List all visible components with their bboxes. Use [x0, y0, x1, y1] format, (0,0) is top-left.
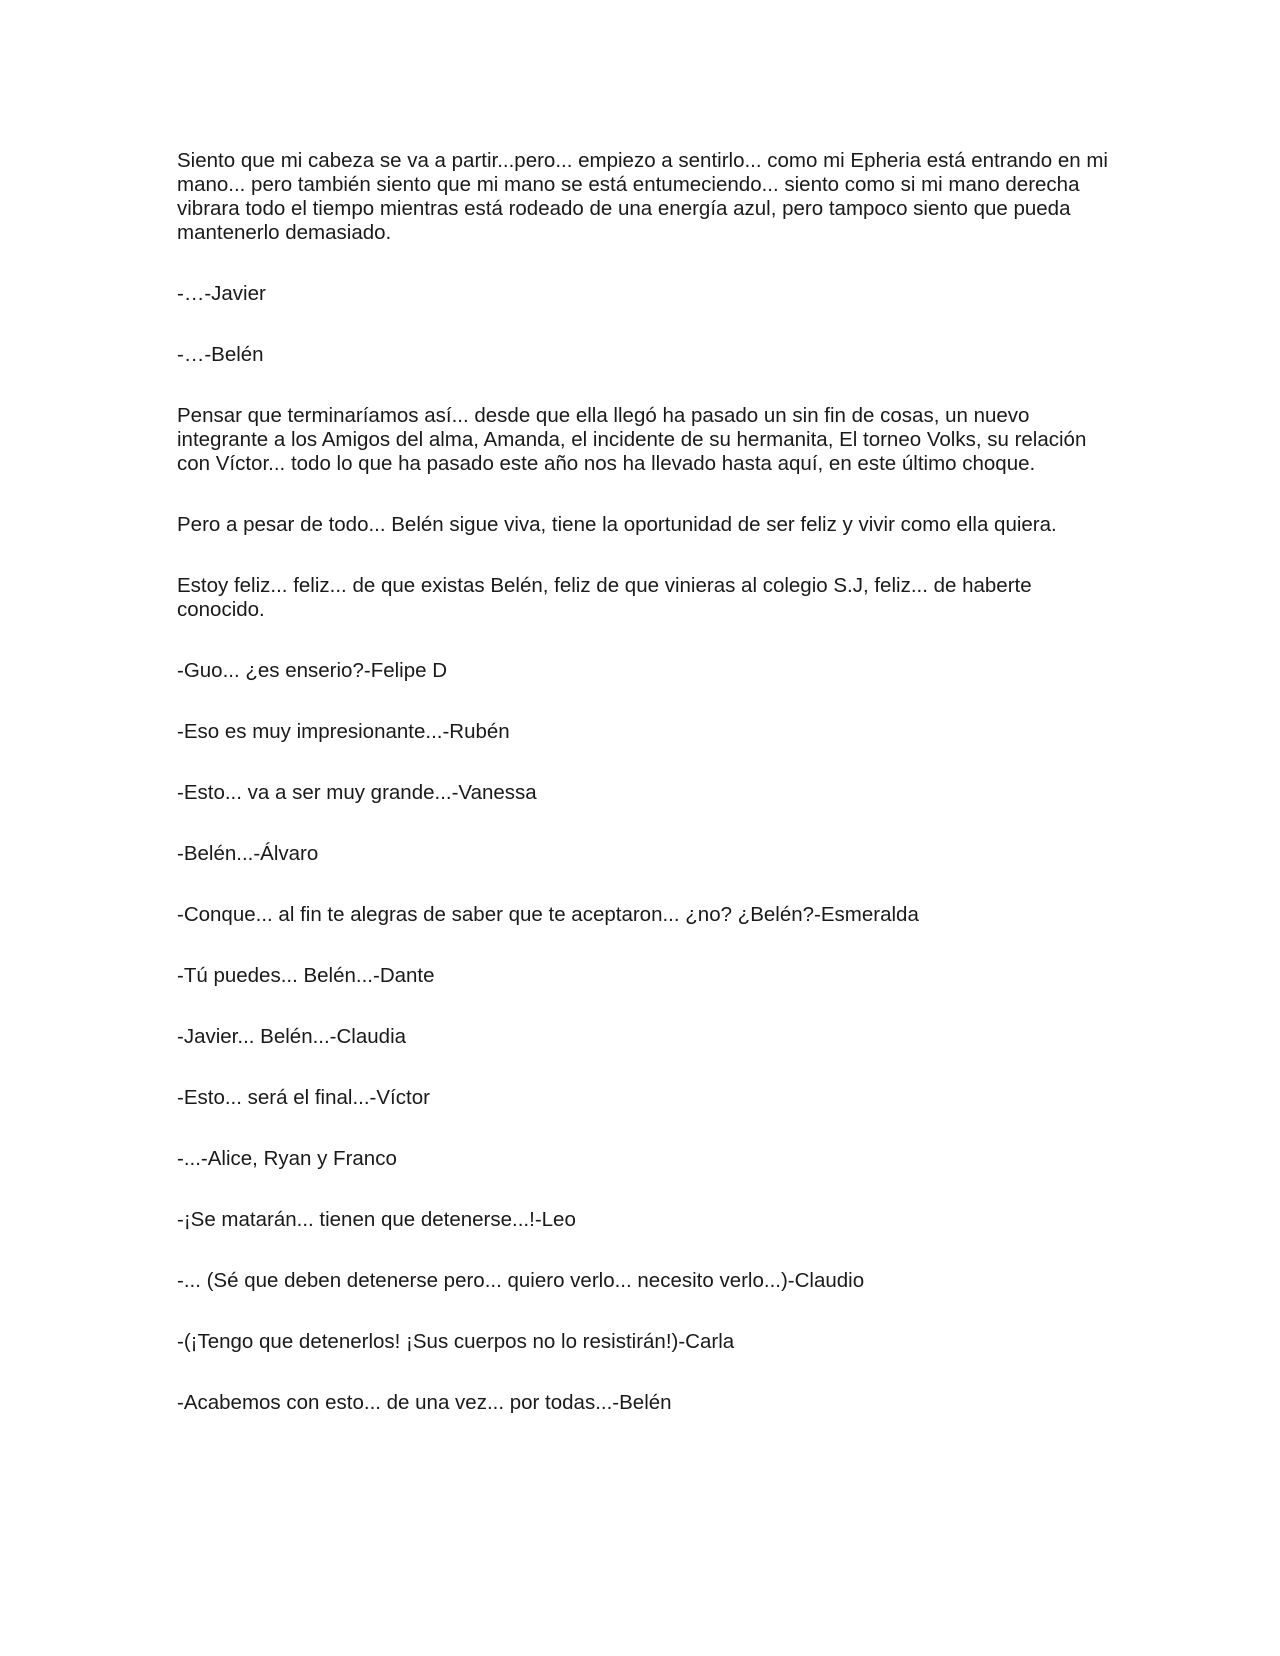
dialogue-line: -…-Javier	[177, 282, 266, 305]
dialogue-line: -Esto... será el final...-Víctor	[177, 1086, 430, 1109]
dialogue-line: -Conque... al fin te alegras de saber que te aceptaron... ¿no? ¿Belén?-Esmeralda	[177, 903, 919, 926]
narration-paragraph: Pensar que terminaríamos así... desde que ella llegó ha pasado un sin fin de cosas, un nuevo integrante a los Amigos del alma, Amanda, el incidente de su hermanita, El torneo Volks, su relación con Víctor... todo lo que ha pasado este año nos ha llevado hasta aquí, en este último choque.	[177, 404, 1087, 475]
document-body	[177, 149, 1112, 1452]
dialogue-line: -Belén...-Álvaro	[177, 842, 319, 865]
dialogue-line: -... (Sé que deben detenerse pero... quiero verlo... necesito verlo...)-Claudio	[177, 1269, 865, 1292]
dialogue-line: -…-Belén	[177, 343, 264, 366]
dialogue-line: -Tú puedes... Belén...-Dante	[177, 964, 435, 987]
dialogue-line: -Guo... ¿es enserio?-Felipe D	[177, 659, 448, 682]
dialogue-line: -¡Se matarán... tienen que detenerse...!-Leo	[177, 1208, 576, 1231]
narration-paragraph: Siento que mi cabeza se va a partir...pero... empiezo a sentirlo... como mi Epheria está entrando en mi mano... pero también siento que mi mano se está entumeciendo... siento como si mi mano derecha vibrara todo el tiempo mientras está rodeado de una energía azul, pero tampoco siento que pueda mantenerlo demasiado.	[177, 149, 1108, 244]
narration-paragraph: Estoy feliz... feliz... de que existas Belén, feliz de que vinieras al colegio S.J, feliz... de haberte conocido.	[177, 574, 1032, 621]
dialogue-line: -(¡Tengo que detenerlos! ¡Sus cuerpos no lo resistirán!)-Carla	[177, 1330, 735, 1353]
dialogue-line: -Eso es muy impresionante...-Rubén	[177, 720, 510, 743]
dialogue-line: -Acabemos con esto... de una vez... por todas...-Belén	[177, 1391, 672, 1414]
narration-paragraph: Pero a pesar de todo... Belén sigue viva, tiene la oportunidad de ser feliz y vivir como ella quiera.	[177, 513, 1057, 536]
dialogue-line: -Javier... Belén...-Claudia	[177, 1025, 407, 1048]
dialogue-line: -...-Alice, Ryan y Franco	[177, 1147, 397, 1170]
dialogue-line: -Esto... va a ser muy grande...-Vanessa	[177, 781, 537, 804]
